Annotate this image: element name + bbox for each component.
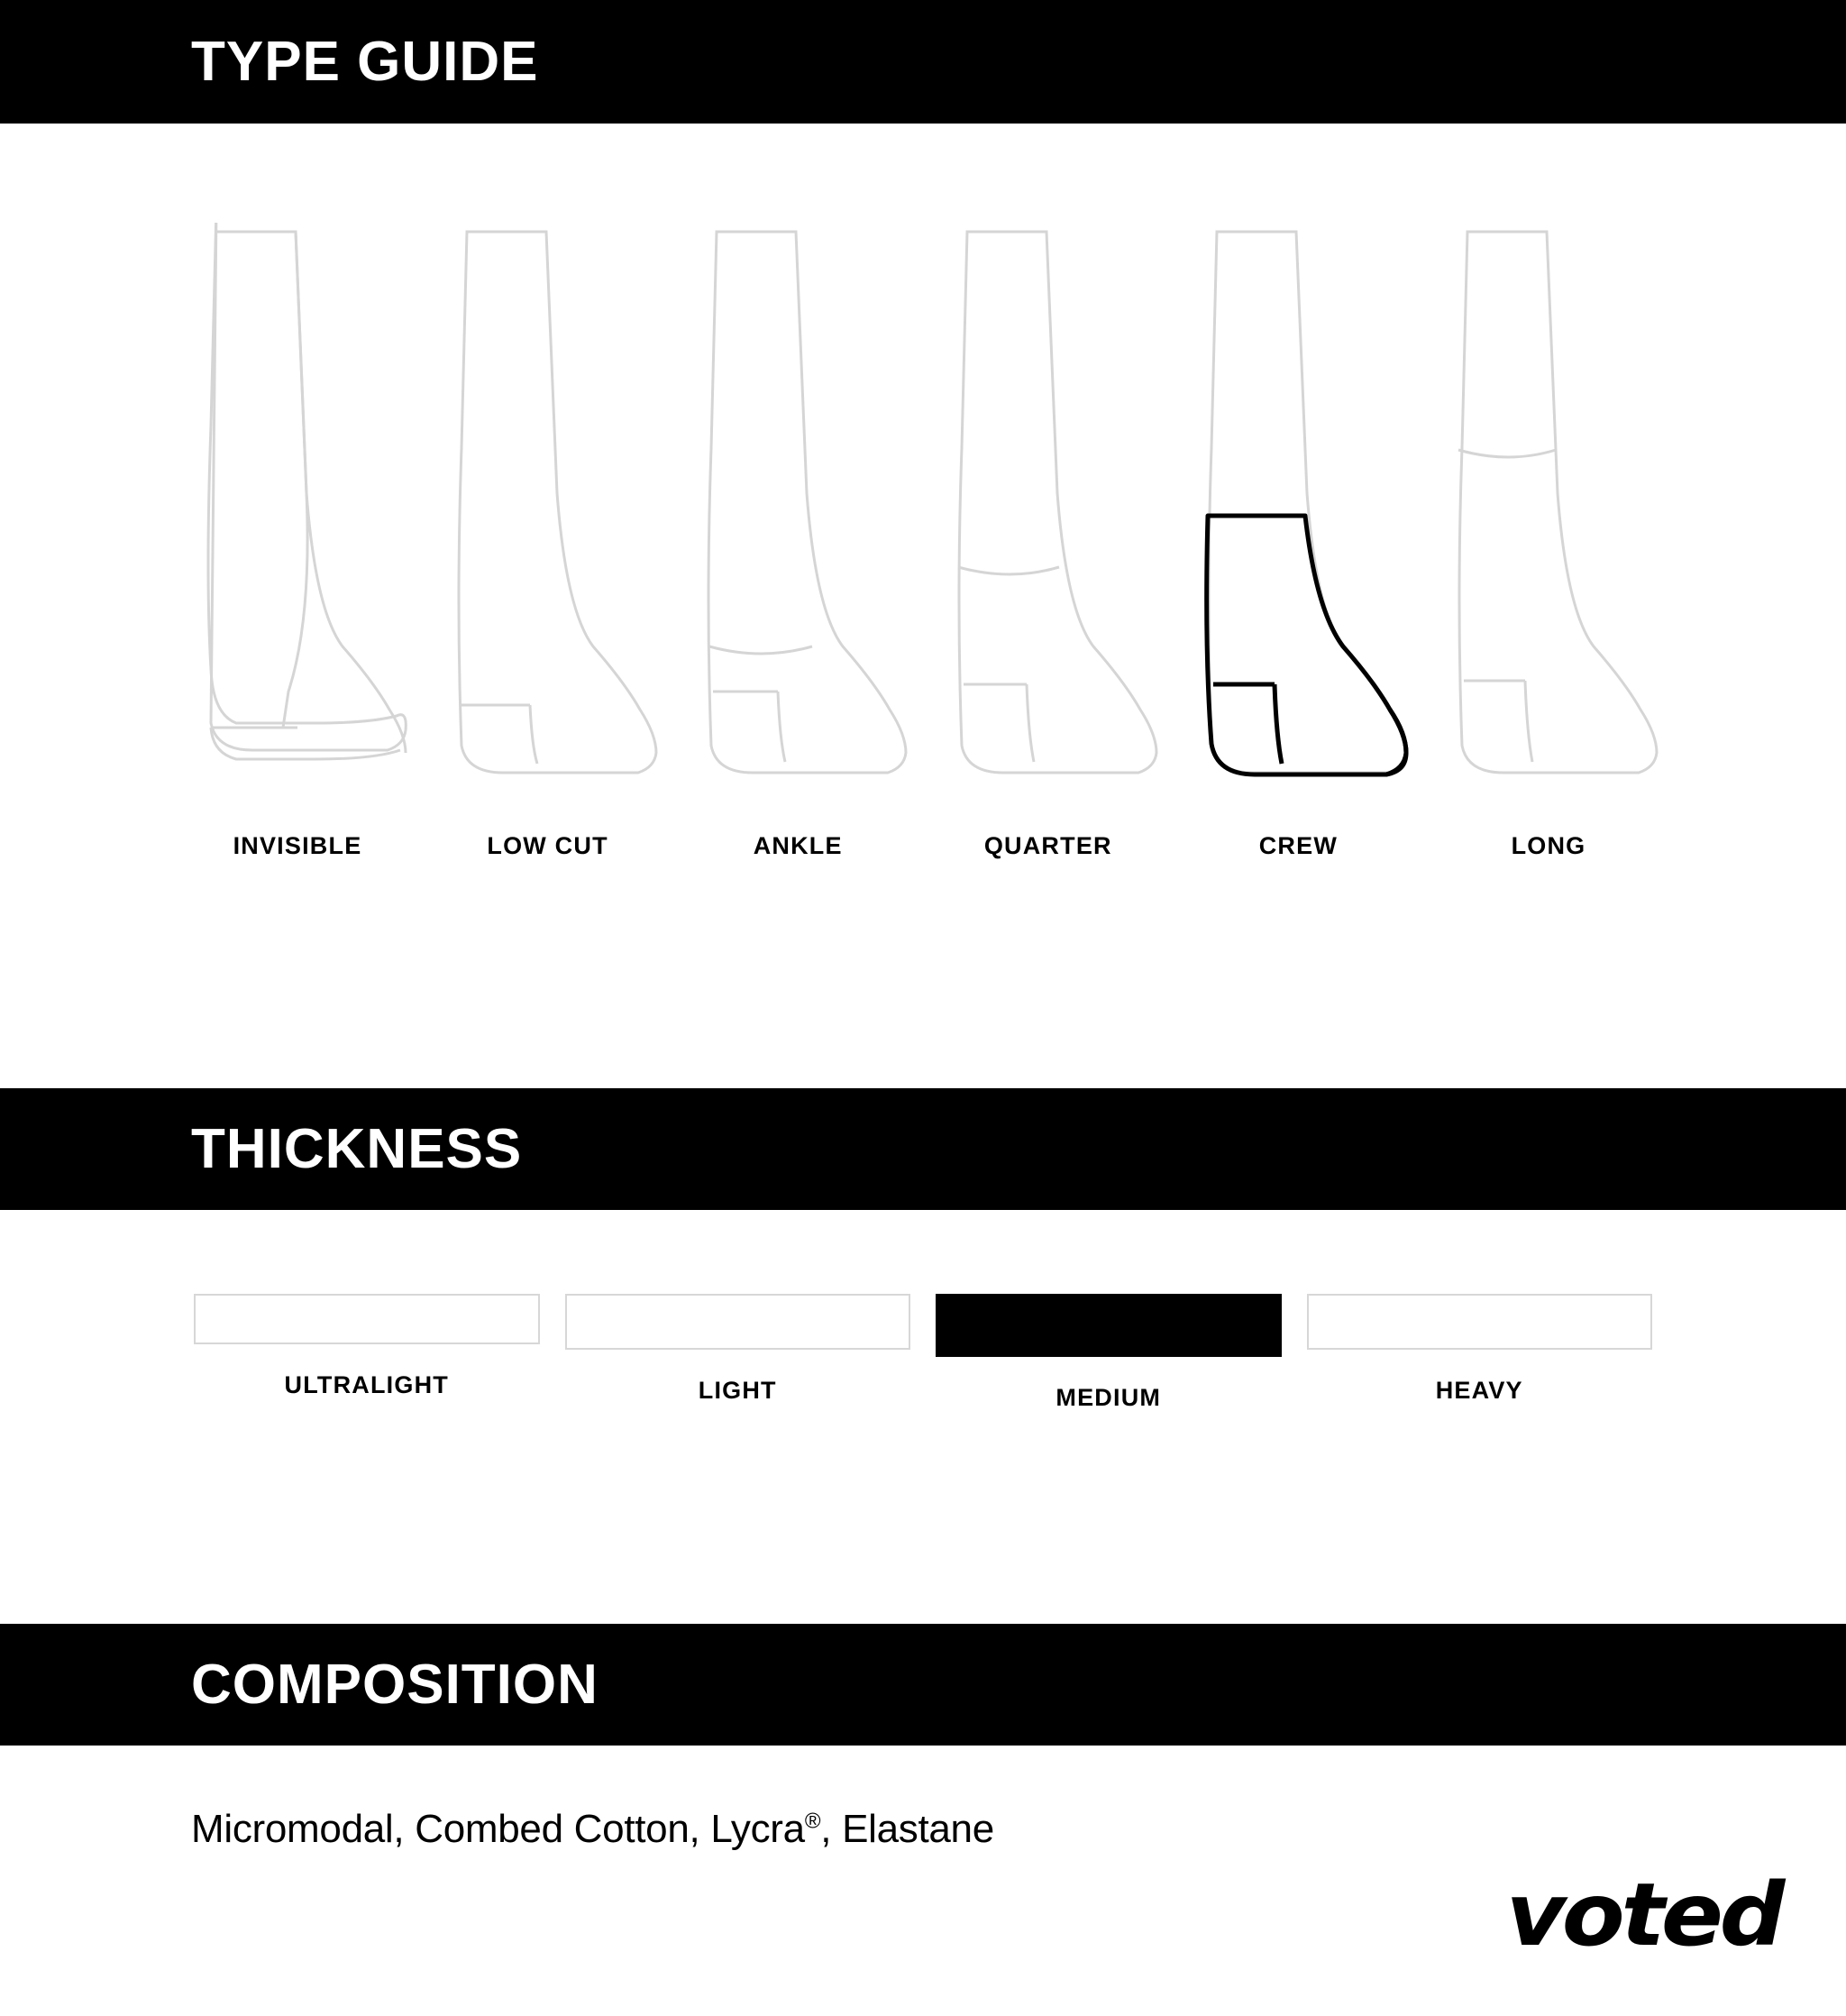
thickness-label: HEAVY (1435, 1377, 1523, 1404)
sock-type-low-cut[interactable] (431, 223, 665, 860)
thickness-swatch-selected[interactable] (936, 1294, 1282, 1357)
sock-quarter-icon (931, 223, 1165, 800)
sock-type-invisible[interactable] (180, 223, 415, 860)
sock-type-label: CREW (1258, 832, 1339, 859)
sock-long-icon (1431, 223, 1666, 800)
thickness-swatch[interactable] (1307, 1294, 1653, 1350)
sock-type-label: QUARTER (983, 832, 1112, 859)
sock-type-label: LOW CUT (487, 832, 608, 859)
thickness-list (0, 1294, 1846, 1412)
sock-type-quarter[interactable] (931, 223, 1165, 860)
sock-type-label: LONG (1511, 832, 1586, 859)
sock-type-crew[interactable] (1181, 223, 1415, 860)
thickness-section (0, 1294, 1846, 1624)
thickness-option-ultralight[interactable] (194, 1294, 540, 1412)
thickness-option-heavy[interactable] (1307, 1294, 1653, 1412)
composition-materials-tail: , Elastane (820, 1807, 994, 1851)
page-title: TYPE GUIDE (191, 30, 539, 93)
sock-ankle-icon (681, 223, 915, 800)
composition-section (0, 1746, 1846, 2016)
thickness-label: ULTRALIGHT (284, 1371, 449, 1398)
trademark-symbol: ® (804, 1809, 821, 1834)
sock-crew-icon (1181, 223, 1415, 800)
sock-type-label: ANKLE (753, 832, 843, 859)
sock-invisible-icon (180, 223, 415, 800)
thickness-swatch[interactable] (565, 1294, 911, 1350)
sock-type-label: INVISIBLE (233, 832, 362, 859)
thickness-swatch[interactable] (194, 1294, 540, 1344)
section-header-thickness (0, 1088, 1846, 1210)
thickness-title: THICKNESS (191, 1117, 523, 1180)
sock-low-cut-icon (431, 223, 665, 800)
composition-materials (0, 1746, 1846, 1852)
sock-type-long[interactable] (1431, 223, 1666, 860)
section-header-composition (0, 1624, 1846, 1746)
thickness-label: MEDIUM (1056, 1384, 1162, 1411)
sock-type-ankle[interactable] (681, 223, 915, 860)
thickness-option-medium[interactable] (936, 1294, 1282, 1412)
composition-title: COMPOSITION (191, 1653, 599, 1716)
sock-type-list (0, 223, 1846, 860)
thickness-label: LIGHT (698, 1377, 777, 1404)
section-header-type-guide (0, 0, 1846, 124)
type-guide-section (0, 223, 1846, 1088)
composition-materials-main: Micromodal, Combed Cotton, Lycra (191, 1807, 805, 1851)
thickness-option-light[interactable] (565, 1294, 911, 1412)
brand-logo: voted (1505, 1865, 1781, 1966)
